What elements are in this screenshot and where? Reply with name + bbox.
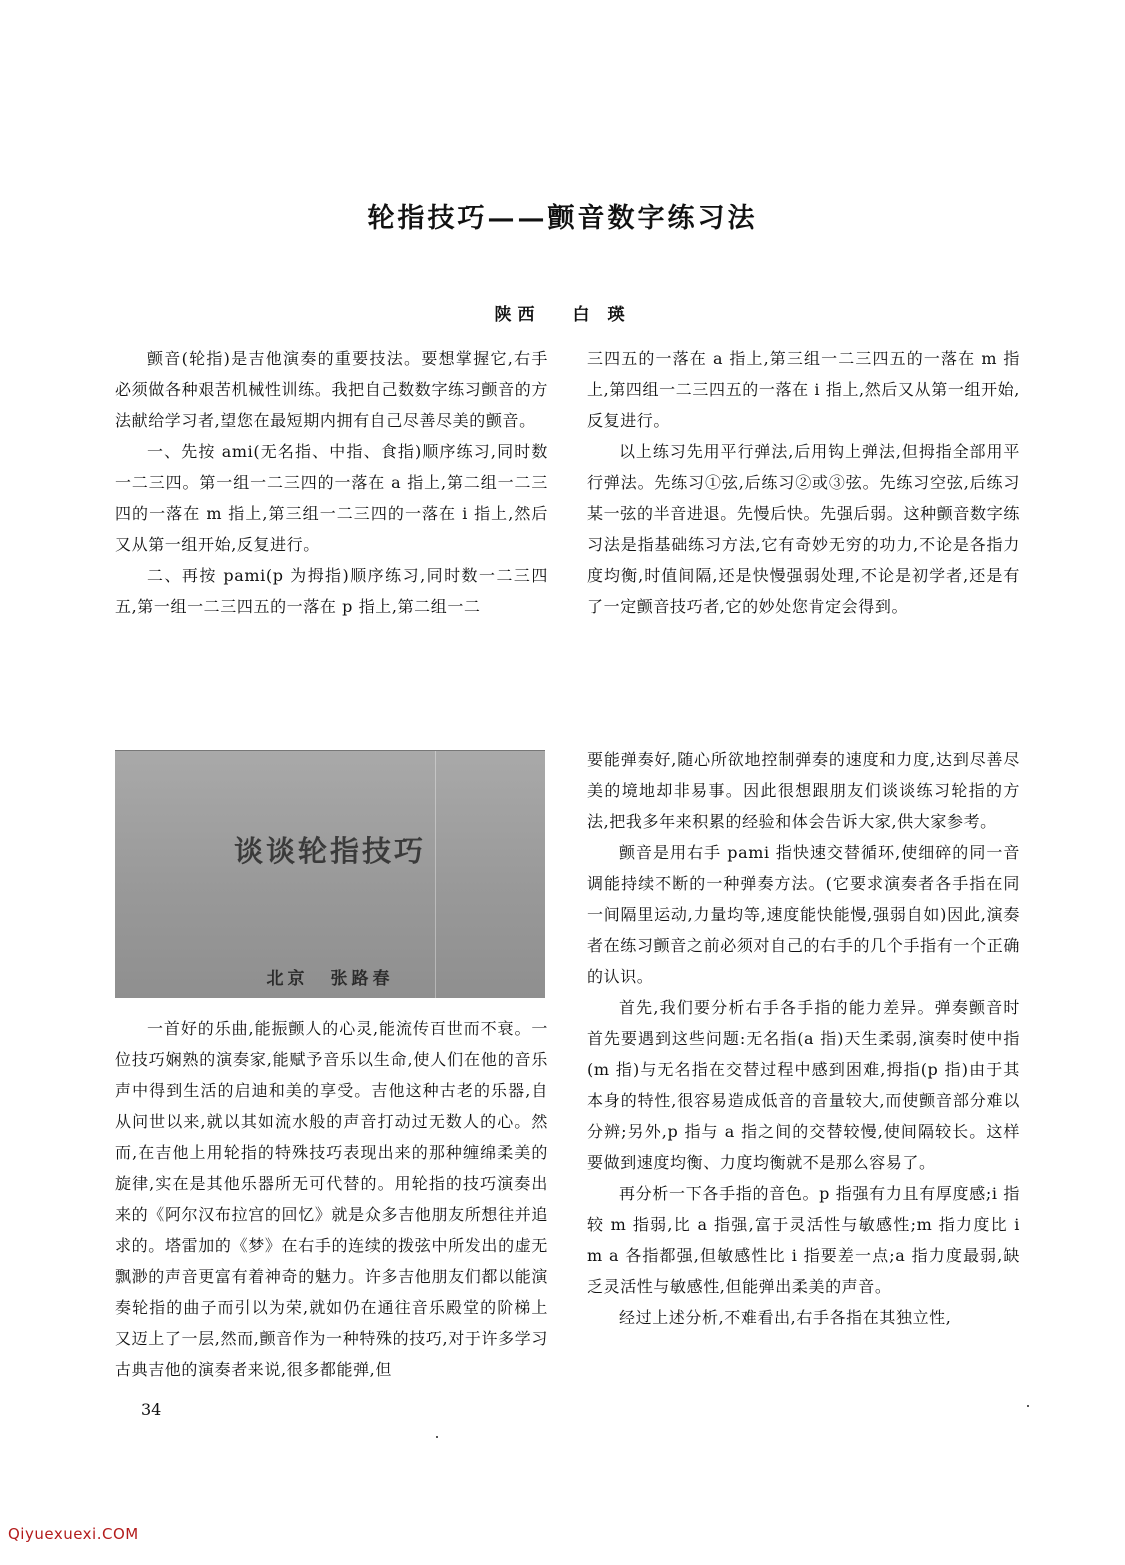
article2-column-right <box>587 744 1020 1333</box>
paragraph: 经过上述分析,不难看出,右手各指在其独立性, <box>619 1308 952 1327</box>
article2-author-name: 张路春 <box>330 969 394 989</box>
paragraph: 颤音是用右手 pami 指快速交替循环,使细碎的同一音调能持续不断的一种弹奏方法。(它要求演奏者各手指在同一间隔里运动,力量均等,速度能快能慢,强弱自如)因此,演奏者在练习颤音之前必须对自己的右手的几个手指有一个正确的认识。 <box>587 843 1020 986</box>
site-watermark: Qiyuexuexi.COM <box>8 1525 139 1543</box>
article1-column-left <box>115 343 548 622</box>
article1-author-region: 陕西 <box>494 305 541 325</box>
page-number: 34 <box>141 1400 162 1419</box>
scan-speck <box>436 1436 438 1438</box>
banner-fold-line <box>435 751 436 998</box>
paragraph: 再分析一下各手指的音色。p 指强有力且有厚度感;i 指较 m 指弱,比 a 指强,富于灵活性与敏感性;m 指力度比 i m a 各指都强,但敏感性比 i 指要差一点;a 指力度最弱,缺乏灵活性与敏感性,但能弹出柔美的声音。 <box>587 1184 1020 1296</box>
paragraph: 一、先按 ami(无名指、中指、食指)顺序练习,同时数一二三四。第一组一二三四的一落在 a 指上,第二组一二三四的一落在 m 指上,第三组一二三四的一落在 i 指上,然后又从第一组开始,反复进行。 <box>115 442 548 554</box>
article1-byline <box>0 300 1125 325</box>
scan-speck <box>1027 1405 1029 1407</box>
article1-column-right <box>587 343 1020 622</box>
paragraph: 一首好的乐曲,能振颤人的心灵,能流传百世而不衰。一位技巧娴熟的演奏家,能赋予音乐以生命,使人们在他的音乐声中得到生活的启迪和美的享受。吉他这种古老的乐器,自从问世以来,就以其如流水般的声音打动过无数人的心。然而,在吉他上用轮指的特殊技巧表现出来的那种缠绵柔美的旋律,实在是其他乐器所无可代替的。用轮指的技巧演奏出来的《阿尔汉布拉宫的回忆》就是众多吉他朋友所想往并追求的。塔雷加的《梦》在右手的连续的拨弦中所发出的虚无飘渺的声音更富有着神奇的魅力。许多吉他朋友们都以能演奏轮指的曲子而引以为荣,就如仍在通往音乐殿堂的阶梯上又迈上了一层,然而,颤音作为一种特殊的技巧,对于许多学习古典吉他的演奏者来说,很多都能弹,但 <box>115 1019 548 1379</box>
article1-title: 轮指技巧——颤音数字练习法 <box>367 203 758 234</box>
article2-title-banner <box>115 750 545 998</box>
article2-title: 谈谈轮指技巧 <box>233 834 426 868</box>
article1-author-name: 白 瑛 <box>572 305 631 325</box>
paragraph-continuation: 要能弹奏好,随心所欲地控制弹奏的速度和力度,达到尽善尽美的境地却非易事。因此很想跟朋友们谈谈练习轮指的方法,把我多年来积累的经验和体会告诉大家,供大家参考。 <box>587 750 1020 831</box>
paragraph: 首先,我们要分析右手各手指的能力差异。弹奏颤音时首先要遇到这些问题:无名指(a 指)天生柔弱,演奏时使中指(m 指)与无名指在交替过程中感到困难,拇指(p 指)由于其本身的特性,很容易造成低音的音量较大,而使颤音部分难以分辨;另外,p 指与 a 指之间的交替较慢,使间隔较长。这样要做到速度均衡、力度均衡就不是那么容易了。 <box>587 998 1020 1172</box>
paragraph: 颤音(轮指)是吉他演奏的重要技法。要想掌握它,右手必须做各种艰苦机械性训练。我把自己数数字练习颤音的方法献给学习者,望您在最短期内拥有自己尽善尽美的颤音。 <box>115 349 548 430</box>
article2-column-left <box>115 1013 548 1385</box>
article2-author-region: 北京 <box>266 969 309 989</box>
paragraph-continuation: 三四五的一落在 a 指上,第三组一二三四五的一落在 m 指上,第四组一二三四五的一落在 i 指上,然后又从第一组开始,反复进行。 <box>587 349 1020 430</box>
paragraph: 以上练习先用平行弹法,后用钩上弹法,但拇指全部用平行弹法。先练习①弦,后练习②或③弦。先练习空弦,后练习某一弦的半音进退。先慢后快。先强后弱。这种颤音数字练习法是指基础练习方法,它有奇妙无穷的功力,不论是各指力度均衡,时值间隔,还是快慢强弱处理,不论是初学者,还是有了一定颤音技巧者,它的妙处您肯定会得到。 <box>587 442 1020 616</box>
paragraph: 二、再按 pami(p 为拇指)顺序练习,同时数一二三四五,第一组一二三四五的一落在 p 指上,第二组一二 <box>115 566 548 616</box>
article2-byline <box>115 964 545 989</box>
